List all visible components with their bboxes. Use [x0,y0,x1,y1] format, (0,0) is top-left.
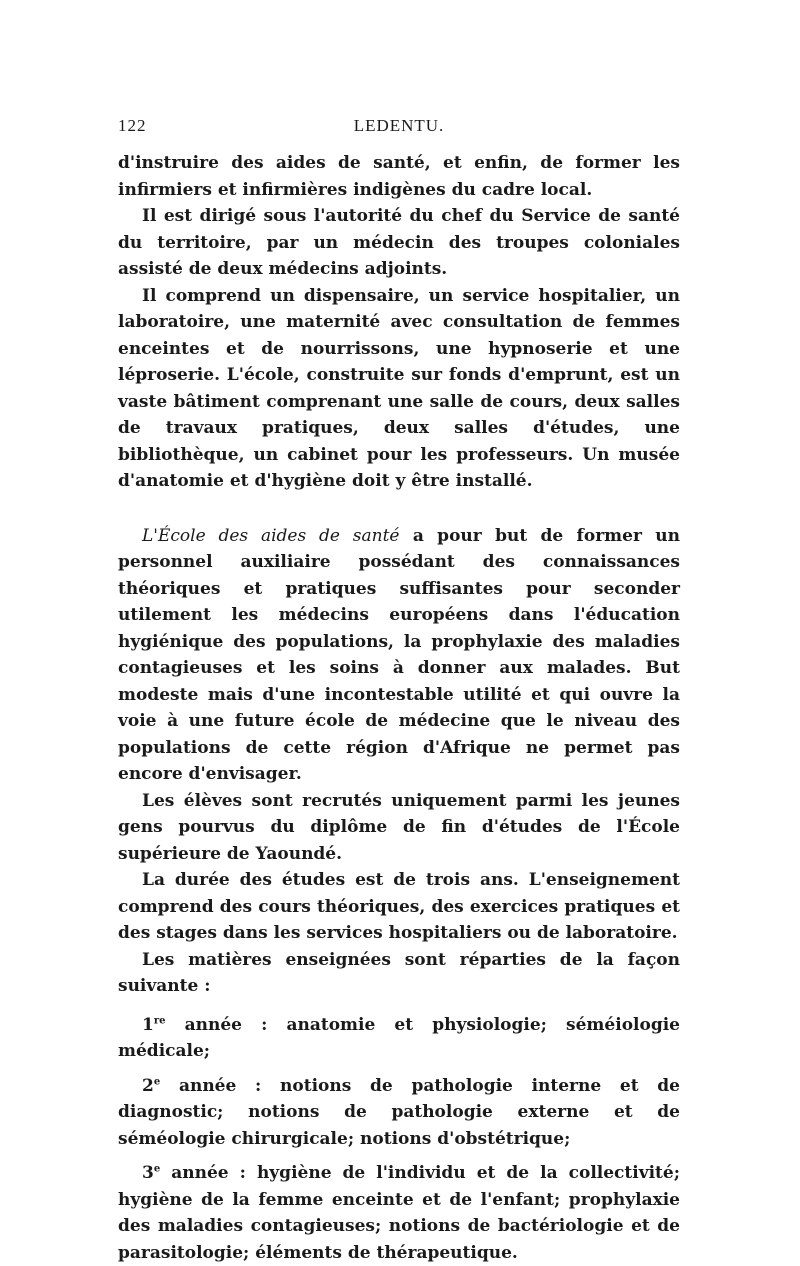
curriculum-text: année : notions de pathologie interne et de diagnostic; notions de pathologie externe et de séméologie chirurgicale; notions d'obstétrique; [118,1075,680,1149]
curriculum-item [118,1073,680,1153]
year-superscript: re [153,1014,166,1026]
paragraph-text: a pour but de former un personnel auxiliaire possédant des connaissances théoriques et pratiques suffisantes pour seconder utilement les médecins européens dans l'éducation hygiénique des populations, la prophylaxie des maladies contagieuses et les soins à donner aux malades. But modeste mais d'une incontestable utilité et qui ouvre la voie à une future école de médecine que le niveau des populations de cette région d'Afrique ne permet pas encore d'envisager. [118,525,680,784]
year-superscript: e [153,1163,161,1175]
paragraph: d'instruire des aides de santé, et enfin, de former les infirmiers et infirmières indigènes du cadre local. [118,153,680,200]
page-number: 122 [118,116,147,135]
page-header [118,116,680,138]
section-gap [118,495,680,523]
year-superscript: e [153,1075,161,1087]
paragraph: Les élèves sont recrutés uniquement parmi les jeunes gens pourvus du diplôme de fin d'études de l'École supérieure de Yaoundé. [118,790,680,864]
paragraph: Il comprend un dispensaire, un service hospitalier, un laboratoire, une maternité avec consultation de femmes enceintes et de nourrissons, une hypnoserie et une léproserie. L'école, construite sur fonds d'emprunt, est un vaste bâtiment comprenant une salle de cours, deux salles de travaux pratiques, deux salles d'études, une bibliothèque, un cabinet pour les professeurs. Un musée d'anatomie et d'hygiène doit y être installé. [118,285,680,491]
paragraph [118,523,680,788]
list-gap [118,1152,680,1160]
paragraph: La durée des études est de trois ans. L'enseignement comprend des cours théoriques, des exercices pratiques et des stages dans les services hospitaliers ou de laboratoire. [118,870,680,943]
list-gap [118,1065,680,1073]
year-number: 2 [142,1075,154,1096]
year-number: 3 [142,1163,154,1183]
curriculum-text: année : anatomie et physiologie; séméiologie médicale; [118,1014,680,1061]
paragraph: Les matières enseignées sont réparties de la façon suivante : [118,949,680,996]
body-text [118,150,680,1266]
curriculum-item [118,1160,680,1266]
running-head: LEDENTU. [353,116,445,135]
curriculum-item [118,1012,680,1065]
italic-title: L'École des aides de santé [142,525,400,546]
curriculum-text: année : hygiène de l'individu et de la collectivité; hygiène de la femme enceinte et de l'enfant; prophylaxie des maladies contagieuses; notions de bactériologie et de parasitologie; éléments de thérapeutique. [118,1163,680,1263]
paragraph: Il est dirigé sous l'autorité du chef du Service de santé du territoire, par un médecin des troupes coloniales assisté de deux médecins adjoints. [118,206,680,279]
list-gap [118,1000,680,1012]
year-number: 1 [142,1014,154,1035]
